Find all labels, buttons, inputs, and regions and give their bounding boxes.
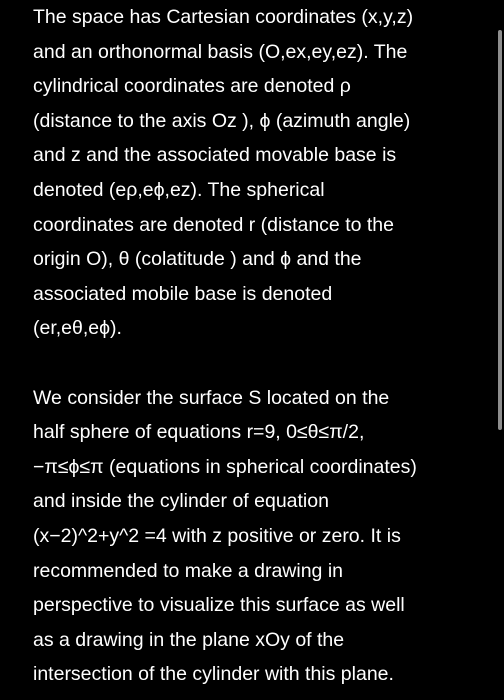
paragraph-surface: [33, 381, 485, 692]
scrollbar-thumb[interactable]: [498, 30, 502, 430]
text-line: The space has Cartesian coordinates (x,y,z): [33, 6, 414, 28]
text-line: origin O), θ (colatitude ) and ϕ and the: [33, 248, 362, 271]
text-line: (distance to the axis Oz ), ϕ (azimuth angle): [33, 109, 411, 132]
text-line: We consider the surface S located on the: [33, 386, 390, 409]
text-line: denoted (eρ,eϕ,ez). The spherical: [33, 178, 325, 201]
text-line: cylindrical coordinates are denoted ρ: [33, 75, 351, 98]
text-line: (er,eθ,eϕ).: [33, 317, 122, 340]
text-line: and an orthonormal basis (O,ex,ey,ez). The: [33, 40, 408, 63]
text-line: perspective to visualize this surface as well: [33, 594, 405, 617]
text-line: half sphere of equations r=9, 0≤θ≤π/2,: [33, 421, 365, 444]
text-line: −π≤ϕ≤π (equations in spherical coordinates): [33, 455, 417, 478]
text-line: recommended to make a drawing in: [33, 559, 343, 582]
paragraph-coordinates: [33, 0, 485, 346]
text-line: and z and the associated movable base is: [33, 144, 397, 167]
paragraph-gap: [33, 346, 485, 381]
text-line: associated mobile base is denoted: [33, 282, 333, 305]
text-line: coordinates are denoted r (distance to the: [33, 213, 394, 236]
problem-text: [33, 0, 485, 692]
text-line: as a drawing in the plane xOy of the: [33, 628, 345, 651]
text-line: (x−2)^2+y^2 =4 with z positive or zero. It is: [33, 524, 401, 547]
text-line: intersection of the cylinder with this plane.: [33, 663, 394, 686]
text-line: and inside the cylinder of equation: [33, 490, 329, 513]
